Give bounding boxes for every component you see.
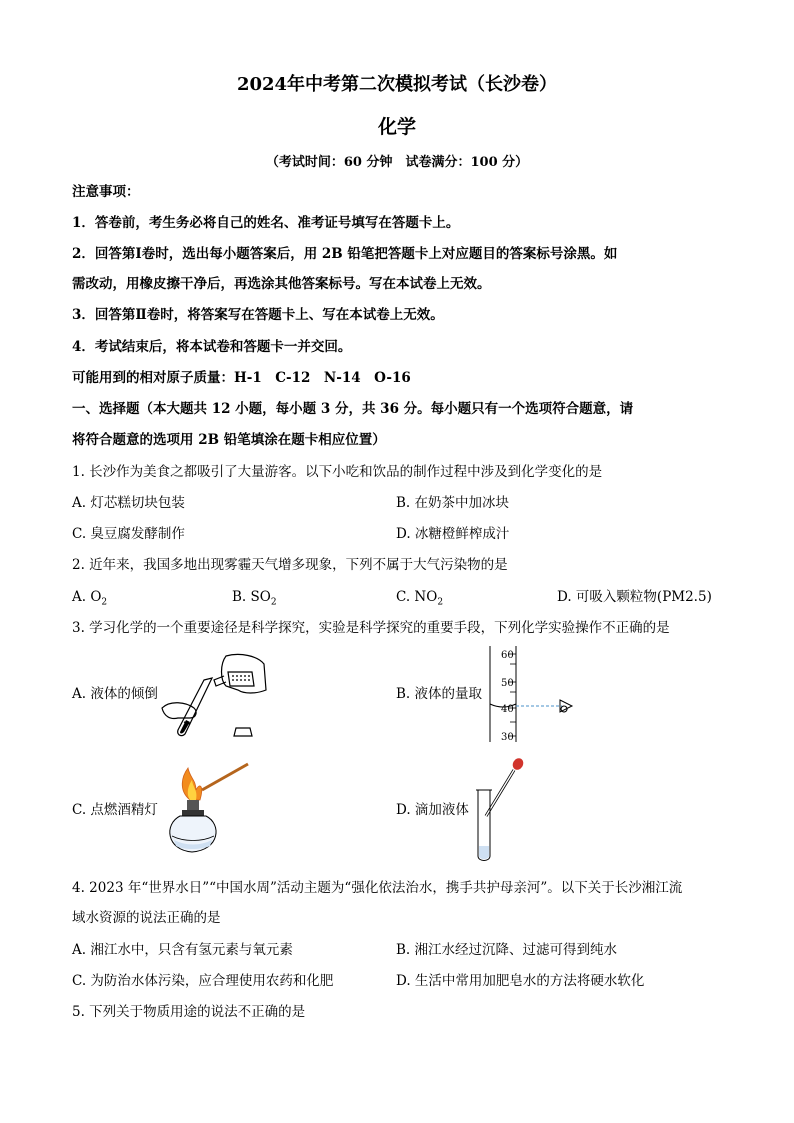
q1-option-a[interactable]: A. 灯芯糕切块包装 bbox=[72, 495, 185, 511]
note-1: 1．答卷前，考生务必将自己的姓名、准考证号填写在答题卡上。 bbox=[72, 215, 460, 231]
q2-option-b-text: B. SO bbox=[232, 589, 271, 605]
subject-title: 化学 bbox=[377, 116, 416, 138]
alcohol-lamp-figure bbox=[160, 760, 260, 860]
q3-option-a[interactable]: A. 液体的倾倒 bbox=[72, 686, 158, 702]
q2-option-d[interactable]: D. 可吸入颗粒物(PM2.5) bbox=[557, 589, 712, 605]
cylinder-tick-50: 50 bbox=[501, 678, 514, 689]
note-2-cont: 需改动，用橡皮擦干净后，再选涂其他答案标号。写在本试卷上无效。 bbox=[72, 276, 491, 292]
pouring-liquid-figure bbox=[160, 650, 270, 745]
q2-option-a[interactable] bbox=[72, 587, 107, 613]
q4-stem: 4. 2023 年“世界水日”“中国水周”活动主题为“强化依法治水，携手共护母亲河”。以下关于长沙湘江流 bbox=[72, 880, 683, 896]
q2-option-c[interactable] bbox=[396, 587, 443, 613]
q2-option-b[interactable] bbox=[232, 587, 277, 613]
q2-option-c-text: C. NO bbox=[396, 589, 438, 605]
q2-option-b-sub: 2 bbox=[270, 597, 277, 608]
q4-option-a[interactable]: A. 湘江水中，只含有氢元素与氧元素 bbox=[72, 942, 293, 958]
exam-info: （考试时间：60 分钟 试卷满分：100 分） bbox=[265, 155, 529, 170]
q4-stem-cont: 域水资源的说法正确的是 bbox=[72, 910, 221, 926]
atomic-masses: 可能用到的相对原子质量：H-1 C-12 N-14 O-16 bbox=[72, 370, 411, 386]
q1-stem: 1. 长沙作为美食之都吸引了大量游客。以下小吃和饮品的制作过程中涉及到化学变化的是 bbox=[72, 464, 603, 480]
cylinder-tick-40: 40 bbox=[501, 704, 514, 715]
exam-title: 2024年中考第二次模拟考试（长沙卷） bbox=[236, 74, 558, 95]
q1-option-b[interactable]: B. 在奶茶中加冰块 bbox=[396, 495, 510, 511]
dropping-liquid-figure bbox=[472, 756, 532, 866]
q4-option-d[interactable]: D. 生活中常用加肥皂水的方法将硬水软化 bbox=[396, 973, 645, 989]
q3-option-d[interactable]: D. 滴加液体 bbox=[396, 802, 469, 818]
section-1-heading: 一、选择题（本大题共 12 小题，每小题 3 分，共 36 分。每小题只有一个选项符合题意，请 bbox=[72, 401, 634, 417]
note-3: 3．回答第Ⅱ卷时，将答案写在答题卡上、写在本试卷上无效。 bbox=[72, 307, 444, 323]
q4-option-b[interactable]: B. 湘江水经过沉降、过滤可得到纯水 bbox=[396, 942, 618, 958]
cylinder-tick-60: 60 bbox=[501, 650, 514, 661]
q2-option-a-text: A. O bbox=[72, 589, 102, 605]
q2-stem: 2. 近年来，我国多地出现雾霾天气增多现象，下列不属于大气污染物的是 bbox=[72, 557, 508, 573]
measuring-cylinder-figure bbox=[488, 644, 588, 746]
q3-option-c[interactable]: C. 点燃酒精灯 bbox=[72, 802, 158, 818]
section-1-heading-cont: 将符合题意的选项用 2B 铅笔填涂在题卡相应位置） bbox=[72, 432, 386, 448]
notes-heading: 注意事项： bbox=[72, 184, 140, 200]
q5-stem: 5. 下列关于物质用途的说法不正确的是 bbox=[72, 1004, 306, 1020]
q4-option-c[interactable]: C. 为防治水体污染，应合理使用农药和化肥 bbox=[72, 973, 334, 989]
q2-option-a-sub: 2 bbox=[101, 597, 108, 608]
cylinder-tick-30: 30 bbox=[501, 732, 514, 743]
note-4: 4．考试结束后，将本试卷和答题卡一并交回。 bbox=[72, 339, 352, 355]
q3-option-b[interactable]: B. 液体的量取 bbox=[396, 686, 483, 702]
q1-option-c[interactable]: C. 臭豆腐发酵制作 bbox=[72, 526, 185, 542]
q3-stem: 3. 学习化学的一个重要途径是科学探究，实验是科学探究的重要手段，下列化学实验操作不正确的是 bbox=[72, 620, 670, 636]
q2-option-c-sub: 2 bbox=[437, 597, 444, 608]
q1-option-d[interactable]: D. 冰糖橙鲜榨成汁 bbox=[396, 526, 510, 542]
note-2: 2．回答第Ⅰ卷时，选出每小题答案后，用 2B 铅笔把答题卡上对应题目的答案标号涂黑。如 bbox=[72, 246, 618, 262]
